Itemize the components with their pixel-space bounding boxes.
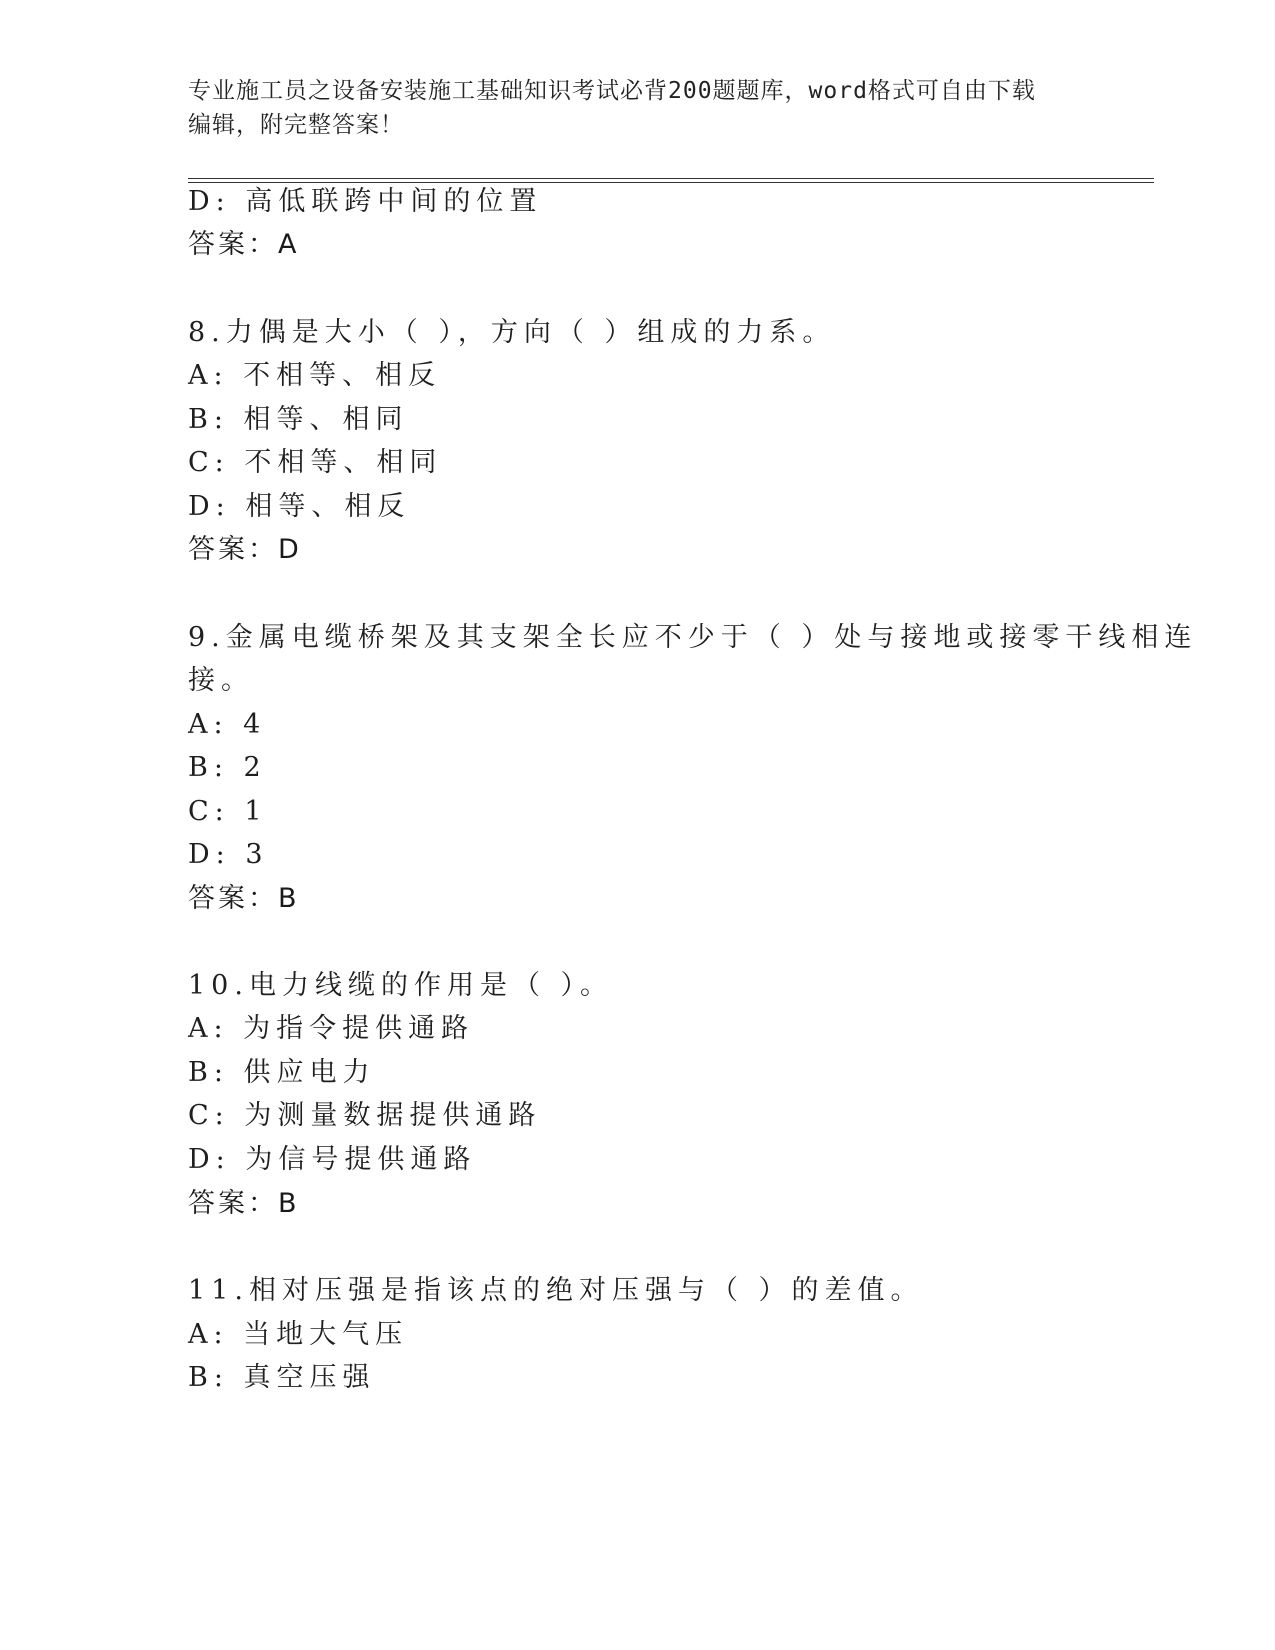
question-10-answer: 答案：B	[188, 1188, 300, 1219]
question-9-option-c: C: 1	[188, 796, 268, 827]
question-10-option-c: C: 为测量数据提供通路	[188, 1100, 542, 1131]
question-11-option-a: A: 当地大气压	[188, 1319, 409, 1350]
prev-question-answer: 答案：A	[188, 229, 300, 260]
question-9-option-d: D: 3	[188, 839, 269, 870]
question-9-stem-line-2: 接。	[188, 665, 254, 696]
question-10-option-a: A: 为指令提供通路	[188, 1013, 475, 1044]
header-divider-top	[188, 178, 1154, 179]
question-8-option-a: A: 不相等、相反	[188, 360, 442, 391]
header-divider-bottom	[188, 182, 1154, 183]
question-8-option-d: D: 相等、相反	[188, 491, 411, 522]
question-8-answer: 答案：D	[188, 534, 302, 565]
question-11-stem: 11.相对压强是指该点的绝对压强与（ ）的差值。	[188, 1275, 924, 1306]
question-9-stem-line-1: 9.金属电缆桥架及其支架全长应不少于（ ）处与接地或接零干线相连	[188, 622, 1198, 653]
question-9-option-b: B: 2	[188, 752, 267, 783]
question-10-stem: 10.电力线缆的作用是（ ）。	[188, 970, 614, 1001]
question-8-option-c: C: 不相等、相同	[188, 447, 443, 478]
question-8-option-b: B: 相等、相同	[188, 404, 409, 435]
question-8-stem: 8.力偶是大小（ ），方向（ ）组成的力系。	[188, 317, 836, 348]
question-10-option-d: D: 为信号提供通路	[188, 1144, 477, 1175]
document-header	[188, 74, 1088, 142]
question-9-option-a: A: 4	[188, 709, 267, 740]
prev-question-option-d: D: 高低联跨中间的位置	[188, 186, 543, 217]
header-title-line-2: 编辑，附完整答案！	[188, 112, 404, 138]
question-9-answer: 答案：B	[188, 883, 300, 914]
header-title-line-1: 专业施工员之设备安装施工基础知识考试必背200题题库，word格式可自由下载	[188, 78, 1036, 104]
question-10-option-b: B: 供应电力	[188, 1057, 376, 1088]
question-11-option-b: B: 真空压强	[188, 1362, 376, 1393]
